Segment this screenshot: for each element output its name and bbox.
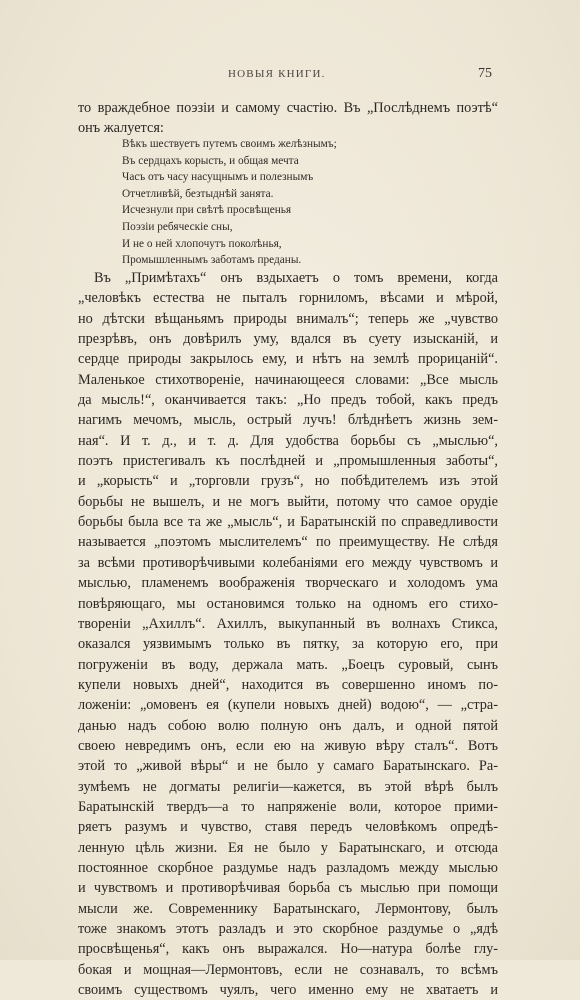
text-line: Въ „Примѣтахъ“ онъ вздыхаетъ о томъ времени, когда [94,270,498,286]
main-paragraph [78,268,498,1000]
text-line: но дѣтски вѣщаньямъ природы внималъ“; теперь же „чувство [78,310,498,327]
text-line: „человѣкъ естества не пыталъ горниломъ, вѣсами и мѣрой, [78,290,498,307]
text-line: оказался уязвимымъ только въ пятку, за которую его, при [78,636,498,653]
text-line: борьбы была все та же „мысль“, и Баратынскій по справедливости [78,514,498,531]
text-line: Маленькое стихотвореніе, начинающееся словами: „Все мысль [78,371,498,388]
text-line: своею невредимъ онъ, если ею на живую вѣру сталъ“. Вотъ [78,737,498,754]
text-line: и чувствомъ и противорѣчивая борьба съ мыслью при помощи [78,880,498,897]
verse-line: Въ сердцахъ корысть, и общая мечта [122,154,299,167]
text-line: бокая и мощная—Лермонтовъ, если не сознавалъ, то всѣмъ [78,961,498,978]
text-line: ложеніи: „омовенъ ея (купели новыхъ дней) водою“, — „стра- [78,697,498,714]
text-line: просвѣщенья“, какъ онъ выражался. Но—натура болѣе глу- [78,941,498,958]
text-line: этой то „живой вѣры“ и не было у самаго Баратынскаго. Ра- [78,758,498,775]
text-line: твореніи „Ахиллъ“. Ахиллъ, выкупанный въ волнахъ Стикса, [78,615,498,632]
text-line: данью надъ собою волю полную онъ далъ, и одной пятой [78,717,498,734]
text-line: да мысль!“, оканчивается такъ: „Но предъ тобой, какъ предъ [78,392,498,409]
verse-line: Отчетливѣй, безтыднѣй занята. [122,187,274,200]
text-line: Баратынскій твердъ—а то напряженіе воли, которое прими- [78,798,498,815]
verse-line: И не о ней хлопочутъ поколѣнья, [122,237,282,250]
text-line: называется „поэтомъ мыслителемъ“ по преимуществу. Не слѣдя [78,534,498,551]
intro-paragraph [78,98,498,139]
text-line: нагимъ мечомъ, мысль, острый лучъ! блѣднѣетъ жизнь зем- [78,412,498,429]
text-line: борьбы не вышелъ, и не могъ выйти, потому что самое орудіе [78,493,498,510]
text-line: мыслью, пламенемъ воображенія творческаго и холодомъ ума [78,575,498,592]
verse-line: Часъ отъ часу насущнымъ и полезнымъ [122,171,314,184]
text-line: повѣряющаго, мы остановимся только на одномъ его стихо- [78,595,498,612]
text-line: ленную цѣль жизни. Ея не было у Баратынскаго, и отсюда [78,839,498,856]
text-line: купели новыхъ дней“, находится въ совершенно иномъ по- [78,676,498,693]
text-line: поэтъ пристегивалъ къ послѣдней и „промышленныя заботы“, [78,453,498,470]
text-line: сердце природы закрылось ему, и нѣтъ на землѣ прорицаній“. [78,351,498,368]
text-line: за всѣми противорѣчивыми колебаніями его между чувствомъ и [78,554,498,571]
running-head [0,66,580,86]
text-line: ряетъ разумъ и чувство, ставя передъ человѣкомъ опредѣ- [78,819,498,836]
text-line: и „корысть“ и „торговли грузъ“, но побѣдителемъ изъ этой [78,473,498,490]
verse-line: Промышленнымъ заботамъ преданы. [122,254,302,267]
running-title: НОВЫЯ КНИГИ. [228,68,326,80]
text-line: постоянное скорбное раздумье надъ разладомъ между мыслью [78,859,498,876]
verse-line: Вѣкъ шествуетъ путемъ своимъ желѣзнымъ; [122,138,337,150]
text-line: презрѣвъ, онъ довѣрилъ уму, вдался въ суету изысканій, и [78,331,498,348]
verse-quote [122,136,442,269]
text-line: ная“. И т. д., и т. д. Для удобства борьбы съ „мыслью“, [78,432,498,449]
text-line: мысли же. Современнику Баратынскаго, Лермонтову, былъ [78,900,498,917]
verse-line: Поэзіи ребяческіе сны, [122,220,233,233]
text-line: погруженіи въ воду, держала мать. „Боецъ суровый, сынъ [78,656,498,673]
text-line: тоже знакомъ этотъ разладъ и это скорбное раздумье о „ядѣ [78,921,498,937]
text-line: то враждебное поэзіи и самому счастію. Въ „Послѣднемъ поэтѣ“ [78,100,498,116]
page-number: 75 [478,66,492,81]
text-line: онъ жалуется: [78,120,164,137]
verse-line: Исчезнули при свѣтѣ просвѣщенья [122,204,292,217]
text-line: зумѣемъ не догматы религіи—кажется, въ этой вѣрѣ былъ [78,778,498,795]
text-line: своимъ существомъ чуялъ, чего именно ему не хватаетъ и [78,982,498,999]
